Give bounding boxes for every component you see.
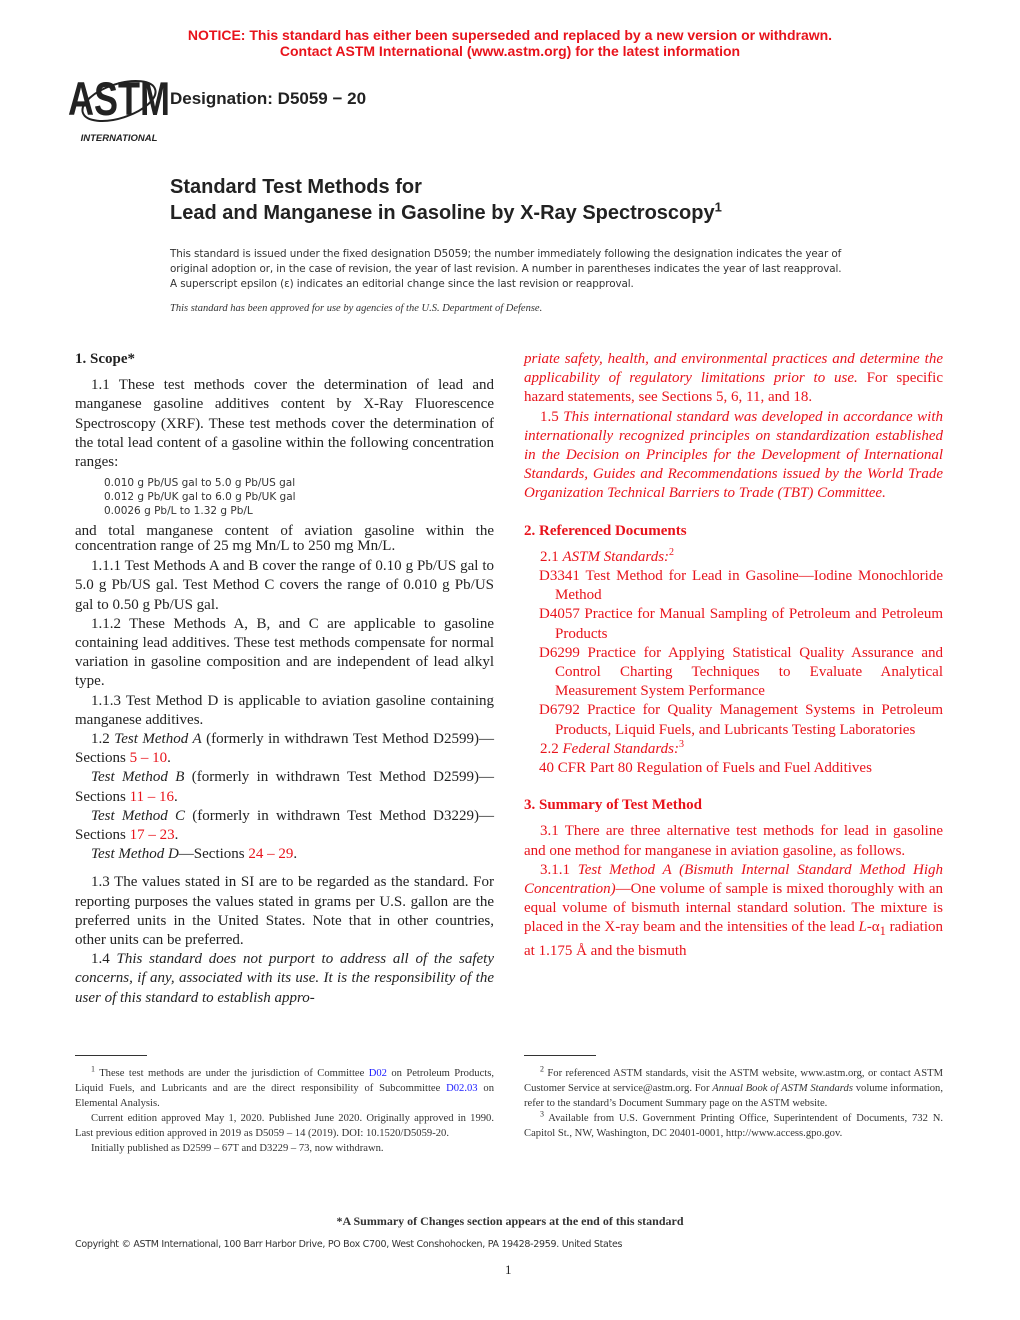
copyright: Copyright © ASTM International, 100 Barr Harbor Drive, PO Box C700, West Conshohocken, PA 19428-2959. United States bbox=[75, 1239, 623, 1250]
text-run: . bbox=[174, 788, 178, 805]
text-run: 2. Referenced Documents bbox=[524, 522, 687, 539]
text-run: —Sections bbox=[178, 846, 249, 863]
link[interactable]: D4057 Practice for Manual Sampling of Petroleum and Petroleum Products bbox=[539, 606, 943, 642]
text-run: For referenced ASTM standards, visit the ASTM website, www.astm.org, or contact ASTM Customer Service at service@astm.org. For bbox=[524, 1068, 943, 1094]
paragraph bbox=[75, 376, 494, 472]
withdrawn-notice bbox=[0, 27, 1020, 59]
title-line-2: Lead and Manganese in Gasoline by X-Ray Spectroscopy bbox=[170, 202, 715, 224]
dod-approval-note: This standard has been approved for use by agencies of the U.S. Department of Defense. bbox=[170, 303, 543, 314]
link[interactable]: 24 – 29 bbox=[248, 846, 294, 863]
paragraph bbox=[524, 548, 943, 567]
text-run: 1.5 bbox=[540, 408, 564, 425]
paragraph bbox=[524, 567, 943, 605]
text-run: Test Method B bbox=[91, 769, 185, 786]
paragraph bbox=[524, 1111, 943, 1141]
footnotes-right bbox=[524, 1066, 943, 1141]
text-run: Annual Book of ASTM Standards bbox=[712, 1083, 853, 1094]
paragraph bbox=[75, 1111, 494, 1141]
paragraph bbox=[75, 692, 494, 730]
paragraph bbox=[524, 1066, 943, 1111]
link[interactable]: 11 – 16 bbox=[129, 788, 175, 805]
footnote-separator bbox=[524, 1055, 596, 1056]
text-run: 2.1 bbox=[540, 548, 563, 565]
title-line-1: Standard Test Methods for bbox=[170, 176, 422, 198]
footnote-ref[interactable]: 2 bbox=[540, 1064, 544, 1074]
text-run: —One volume of sample is mixed thoroughly with an equal volume of bismuth internal standard solution. The mixture is placed in the X-ray beam and the intensities of the lead bbox=[524, 881, 943, 936]
footnote-ref[interactable]: 3 bbox=[540, 1109, 544, 1119]
paragraph bbox=[75, 873, 494, 950]
text-run: This standard does not purport to address all of the safety concerns, if any, associated with its use. It is the responsibility of the user of this standard to establish appro- bbox=[75, 951, 495, 1006]
link[interactable]: 40 CFR Part 80 Regulation of Fuels and Fuel Additives bbox=[539, 760, 872, 777]
link[interactable]: 5 bbox=[716, 389, 724, 406]
text-run: . bbox=[808, 389, 813, 406]
text-run: Test Method A (Bismuth Internal Standard Method High Concentration) bbox=[524, 861, 944, 898]
link[interactable]: D3341 Test Method for Lead in Gasoline—Iodine Monochloride Method bbox=[539, 568, 943, 604]
text-run: , bbox=[723, 389, 732, 406]
text-run: (formerly in withdrawn Test Method D2599)—Sections bbox=[75, 731, 495, 767]
footnote-ref[interactable]: 1 bbox=[91, 1064, 95, 1074]
text-run: and total manganese content of aviation gasoline within the concentration range of 25 mg Mn/L to 250 mg Mn/L. bbox=[75, 523, 494, 555]
text-run: 1.1.1 Test Methods A and B cover the range of 0.10 g Pb/US gal to 5.0 g Pb/US gal. Test Method C covers the range of 0.010 g Pb/US gal to 0.50 g Pb/US gal. bbox=[75, 558, 494, 613]
paragraph bbox=[524, 759, 943, 778]
text-run: 1 bbox=[879, 924, 886, 939]
link[interactable]: 18 bbox=[793, 389, 809, 406]
summary-of-changes-note: *A Summary of Changes section appears at the end of this standard bbox=[336, 1214, 684, 1228]
paragraph bbox=[75, 524, 494, 554]
designation: Designation: D5059 − 20 bbox=[170, 89, 367, 108]
paragraph bbox=[75, 730, 494, 768]
link[interactable]: D02.03 bbox=[446, 1083, 478, 1094]
footnotes-left bbox=[75, 1066, 494, 1156]
section-heading bbox=[524, 796, 943, 815]
link[interactable]: D6792 Practice for Quality Management Systems in Petroleum Products, Liquid Fuels, and Lubricants Testing Laboratories bbox=[539, 702, 943, 738]
section-heading bbox=[75, 350, 494, 369]
text-run: (formerly in withdrawn Test Method D2599)—Sections bbox=[75, 769, 494, 805]
text-run: For specific hazard statements, see Sections bbox=[524, 370, 943, 406]
paragraph bbox=[75, 807, 494, 845]
text-run: . bbox=[167, 750, 171, 767]
text-run: Initially published as D2599 – 67T and D3229 – 73, now withdrawn. bbox=[91, 1143, 384, 1154]
text-run: These test methods are under the jurisdiction of Committee bbox=[95, 1068, 369, 1079]
text-run: 3.1.1 bbox=[540, 861, 578, 878]
footnote-ref[interactable]: 3 bbox=[679, 738, 685, 750]
paragraph bbox=[524, 350, 943, 408]
section-heading bbox=[524, 522, 943, 541]
paragraph bbox=[75, 615, 494, 692]
range-item: 0.0026 g Pb/L to 1.32 g Pb/L bbox=[104, 505, 253, 518]
right-column bbox=[524, 350, 943, 961]
link[interactable]: 17 – 23 bbox=[129, 827, 175, 844]
text-run: 3. Summary of Test Method bbox=[524, 797, 702, 814]
range-item: 0.012 g Pb/UK gal to 6.0 g Pb/UK gal bbox=[104, 491, 296, 504]
left-column bbox=[75, 350, 494, 1008]
paragraph bbox=[524, 822, 943, 860]
range-item: 0.010 g Pb/US gal to 5.0 g Pb/US gal bbox=[104, 477, 296, 490]
text-run: Test Method C bbox=[91, 807, 186, 824]
text-run: , and bbox=[760, 389, 794, 406]
link[interactable]: D02 bbox=[368, 1068, 387, 1079]
svg-text:INTERNATIONAL: INTERNATIONAL bbox=[80, 133, 158, 144]
text-run: Current edition approved May 1, 2020. Published June 2020. Originally approved in 1990. Last previous edition approved in 2019 as D5059 – 14 (2019). DOI: 10.1520/D5059-20. bbox=[75, 1113, 494, 1139]
page-number: 1 bbox=[505, 1262, 512, 1277]
paragraph bbox=[75, 557, 494, 615]
paragraph bbox=[524, 701, 943, 739]
text-run: on Elemental Analysis. bbox=[75, 1083, 494, 1109]
paragraph bbox=[75, 845, 494, 864]
text-run: . bbox=[174, 827, 179, 844]
text-run: priate safety, health, and environmental practices and determine the applicability of regulatory limitations prior to use. bbox=[524, 351, 943, 387]
link[interactable]: D6299 Practice for Applying Statistical Quality Assurance and Control Charting Techniques to Evaluate Analytical Measurement System Performance bbox=[539, 644, 943, 700]
text-run: volume information, refer to the standard’s Document Summary page on the ASTM website. bbox=[524, 1083, 943, 1109]
text-run: 2.2 bbox=[540, 740, 563, 757]
text-run: on Petroleum Products, Liquid Fuels, and Lubricants and are the direct responsibility of Subcommittee bbox=[75, 1068, 494, 1094]
issuance-note: This standard is issued under the fixed designation D5059; the number immediately following the designation indicates the year of original adoption or, in the case of revision, the year of last revision. A number in parentheses indicates the year of last reapproval. A superscript epsilon (ε) indicates an editorial change since the last revision or reapproval. bbox=[170, 248, 842, 290]
document-title bbox=[170, 174, 722, 226]
notice-line-2: Contact ASTM International (www.astm.org) for the latest information bbox=[279, 43, 741, 59]
text-run: 1.2 bbox=[91, 731, 115, 748]
paragraph bbox=[75, 1066, 494, 1111]
text-run: This international standard was developed in accordance with internationally recognized principles on standardization established in the Decision on Principles for the Development of International Standards, Guides and Recommendations issued by the World Trade Organization Technical Barriers to Trade (TBT) Committee. bbox=[524, 408, 943, 502]
concentration-ranges bbox=[75, 472, 494, 524]
text-run: radiation at 1.175 Å and the bismuth bbox=[524, 919, 943, 959]
link[interactable]: 11 bbox=[746, 389, 761, 406]
text-run: Test Method D bbox=[91, 846, 179, 863]
link[interactable]: 6 bbox=[731, 389, 739, 406]
text-run: , bbox=[738, 389, 747, 406]
text-run: 1.1.3 Test Method D is applicable to aviation gasoline containing manganese additives. bbox=[75, 692, 494, 728]
text-run: L bbox=[858, 919, 867, 936]
astm-logo bbox=[68, 68, 170, 144]
footnote-ref[interactable]: 2 bbox=[669, 546, 675, 558]
link[interactable]: 5 – 10 bbox=[129, 750, 168, 767]
paragraph bbox=[75, 950, 494, 1008]
text-run: 3.1 There are three alternative test methods for lead in gasoline and one method for manganese in aviation gasoline, as follows. bbox=[524, 823, 943, 859]
text-run: Available from U.S. Government Printing Office, Superintendent of Documents, 732 N. Capitol St., NW, Washington, DC 20401-0001, http://www.access.gpo.gov. bbox=[524, 1113, 943, 1139]
title-footnote-ref[interactable]: 1 bbox=[714, 199, 722, 215]
text-run: (formerly in withdrawn Test Method D3229)—Sections bbox=[75, 807, 494, 844]
text-run: . bbox=[293, 846, 298, 863]
notice-line-1: NOTICE: This standard has either been superseded and replaced by a new version or withdrawn. bbox=[187, 27, 833, 43]
paragraph bbox=[524, 861, 943, 961]
paragraph bbox=[524, 740, 943, 759]
text-run: 1.4 bbox=[91, 951, 117, 968]
text-run: Federal Standards: bbox=[562, 740, 680, 757]
text-run: Test Method A bbox=[114, 731, 202, 748]
footnote-separator bbox=[75, 1055, 147, 1056]
svg-text:ASTM: ASTM bbox=[68, 72, 170, 125]
text-run: 1.3 The values stated in SI are to be regarded as the standard. For reporting purposes the values stated in grams per U.S. gallon are the preferred units in the United States. Note that in other countries, other units can be preferred. bbox=[75, 874, 494, 949]
paragraph bbox=[75, 768, 494, 806]
text-run: 1.1.2 These Methods A, B, and C are applicable to gasoline containing lead additives. These test methods compensate for normal variation in gasoline composition and are independent of lead alkyl type. bbox=[75, 615, 494, 690]
text-run: 1.1 These test methods cover the determination of lead and manganese gasoline additives content by X-Ray Fluorescence Spectroscopy (XRF). These test methods cover the determination of the total lead content of a gasoline within the following concentration ranges: bbox=[75, 377, 494, 471]
text-run: -α bbox=[866, 919, 880, 936]
paragraph bbox=[524, 605, 943, 643]
paragraph bbox=[524, 644, 943, 702]
text-run: ASTM Standards: bbox=[562, 548, 670, 565]
paragraph bbox=[75, 1141, 494, 1156]
text-run: 1. Scope* bbox=[75, 351, 135, 367]
paragraph bbox=[524, 408, 943, 504]
